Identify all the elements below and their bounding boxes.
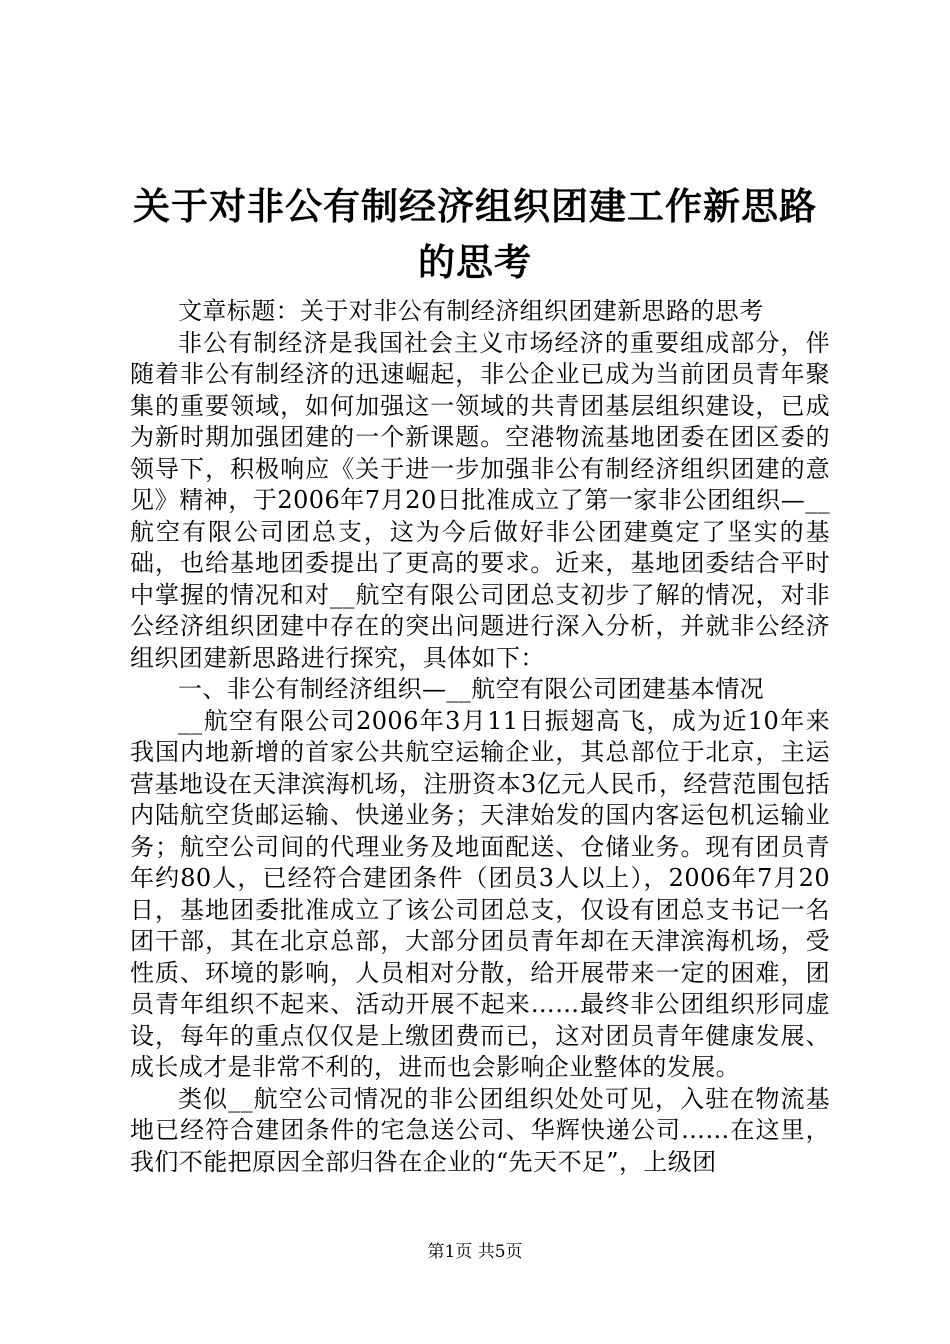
document-body bbox=[130, 296, 830, 1178]
page-footer: 第1页 共5页 bbox=[427, 1242, 523, 1262]
paragraph: 非公有制经济是我国社会主义市场经济的重要组成部分，伴随着非公有制经济的迅速崛起，非公企业已成为当前团员青年聚集的重要领域，如何加强这一领域的共青团基层组织建设，已成为新时期加强团建的一个新课题。空港物流基地团委在团区委的领导下，积极响应《关于进一步加强非公有制经济组织团建的意见》精神，于2006年7月20日批准成立了第一家非公团组织—__航空有限公司团总支，这为今后做好非公团建奠定了坚实的基础，也给基地团委提出了更高的要求。近来，基地团委结合平时中掌握的情况和对__航空有限公司团总支初步了解的情况，对非公经济组织团建中存在的突出问题进行深入分析，并就非公经济组织团建新思路进行探究，具体如下： bbox=[130, 328, 830, 672]
document-title: 关于对非公有制经济组织团建工作新思路的思考 bbox=[133, 184, 817, 284]
paragraph: 类似__航空公司情况的非公团组织处处可见，入驻在物流基地已经符合建团条件的宅急送公司、华辉快递公司……在这里，我们不能把原因全部归咎在企业的“先天不足”，上级团 bbox=[130, 1084, 830, 1176]
section-heading: 一、非公有制经济组织—__航空有限公司团建基本情况 bbox=[178, 675, 764, 703]
paragraph: __航空有限公司2006年3月11日振翅高飞，成为近10年来我国内地新增的首家公共航空运输企业，其总部位于北京，主运营基地设在天津滨海机场，注册资本3亿元人民币，经营范围包括内陆航空货邮运输、快递业务；天津始发的国内客运包机运输业务；航空公司间的代理业务及地面配送、仓储业务。现有团员青年约80人，已经符合建团条件（团员3人以上），2006年7月20日，基地团委批准成立了该公司团总支，仅设有团总支书记一名团干部，其在北京总部，大部分团员青年却在天津滨海机场，受性质、环境的影响，人员相对分散，给开展带来一定的困难，团员青年组织不起来、活动开展不起来……最终非公团组织形同虚设，每年的重点仅仅是上缴团费而已，这对团员青年健康发展、成长成才是非常不利的，进而也会影响企业整体的发展。 bbox=[130, 706, 830, 1081]
article-heading-line: 文章标题：关于对非公有制经济组织团建新思路的思考 bbox=[178, 297, 764, 325]
